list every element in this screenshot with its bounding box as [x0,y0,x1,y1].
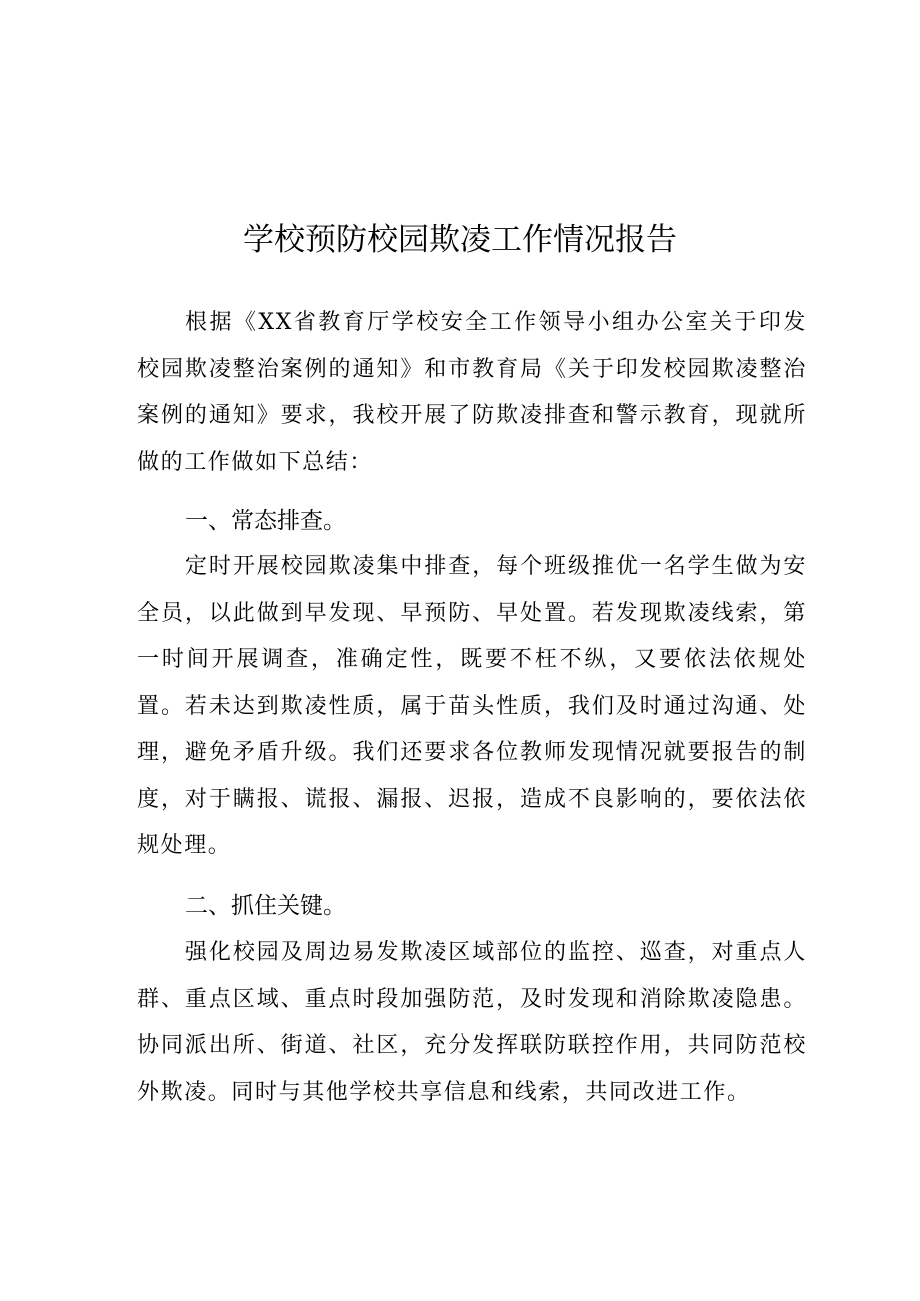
section-body-2: 强化校园及周边易发欺凌区域部位的监控、巡查，对重点人群、重点区域、重点时段加强防范，及时发现和消除欺凌隐患。协同派出所、街道、社区，充分发挥联防联控作用，共同防范校外欺凌。同时与其他学校共享信息和线索，共同改进工作。 [137,940,807,1105]
section-body-1: 定时开展校园欺凌集中排查，每个班级推优一名学生做为安全员，以此做到早发现、早预防、早处置。若发现欺凌线索，第一时间开展调查，准确定性，既要不枉不纵，又要依法依规处置。若未达到欺凌性质，属于苗头性质，我们及时通过沟通、处理，避免矛盾升级。我们还要求各位教师发现情况就要报告的制度，对于瞒报、谎报、漏报、迟报，造成不良影响的，要依法依规处理。 [137,554,807,858]
section-heading-2: 二、抓住关键。 [185,893,346,919]
section-heading-1: 一、常态排查。 [185,508,346,534]
intro-paragraph: 根据《XX省教育厅学校安全工作领导小组办公室关于印发校园欺凌整治案例的通知》和市教育局《关于印发校园欺凌整治案例的通知》要求，我校开展了防欺凌排查和警示教育，现就所做的工作做如下总结： [137,310,807,475]
document-title: 学校预防校园欺凌工作情况报告 [243,222,677,258]
